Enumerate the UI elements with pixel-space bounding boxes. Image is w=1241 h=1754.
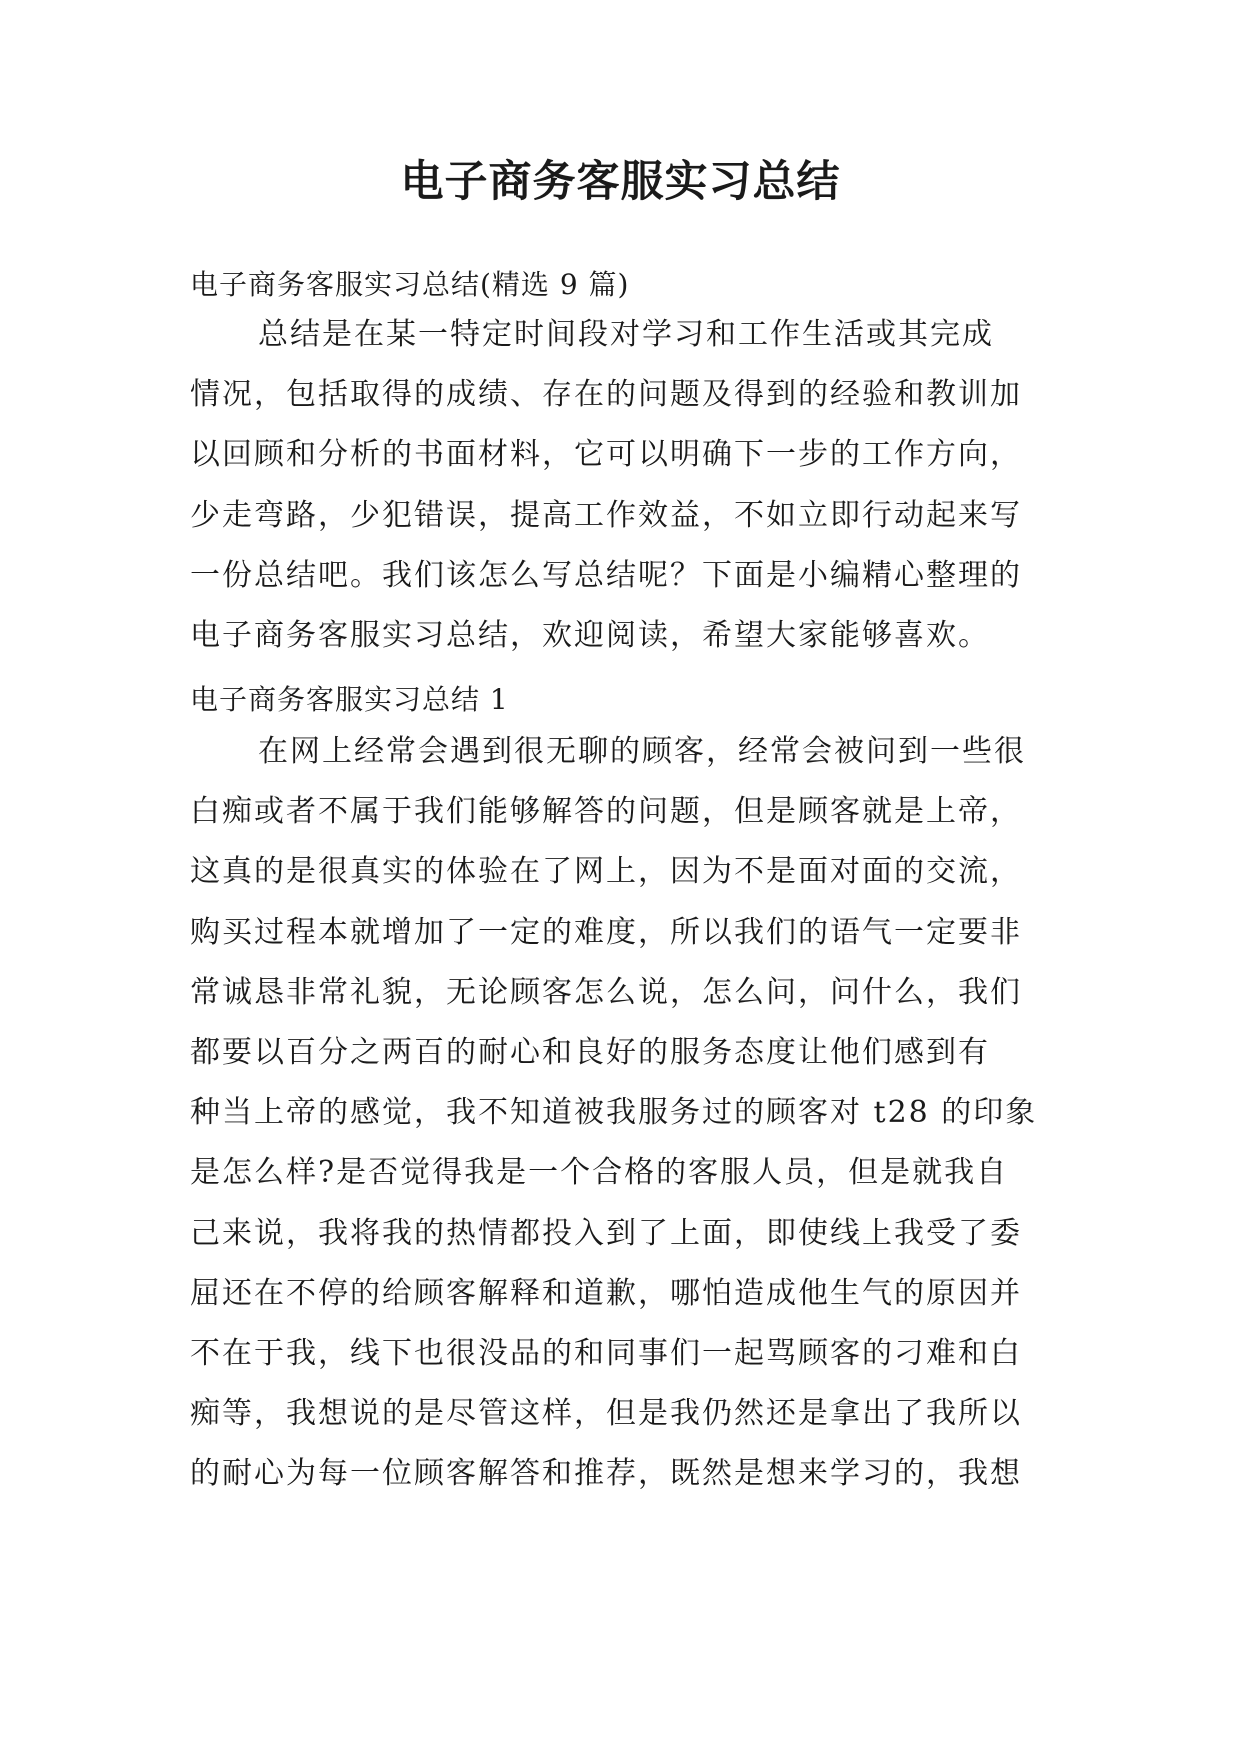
paragraph-line: 购买过程本就增加了一定的难度，所以我们的语气一定要非 bbox=[190, 914, 1022, 950]
paragraph-line: 少走弯路，少犯错误，提高工作效益，不如立即行动起来写 bbox=[190, 497, 1022, 533]
paragraph-line: 以回顾和分析的书面材料，它可以明确下一步的工作方向， bbox=[190, 437, 1022, 473]
intro-paragraph bbox=[190, 305, 1070, 666]
paragraph-line: 痴等，我想说的是尽管这样，但是我仍然还是拿出了我所以 bbox=[190, 1396, 1022, 1432]
paragraph-line: 常诚恳非常礼貌，无论顾客怎么说，怎么问，问什么，我们 bbox=[190, 974, 1022, 1010]
paragraph-line: 不在于我，线下也很没品的和同事们一起骂顾客的刁难和白 bbox=[190, 1335, 1022, 1371]
document-subtitle: 电子商务客服实习总结(精选 9 篇) bbox=[190, 268, 630, 301]
paragraph-line: 己来说，我将我的热情都投入到了上面，即使线上我受了委 bbox=[190, 1215, 1022, 1251]
section1-paragraph bbox=[190, 722, 1070, 1504]
paragraph-line: 种当上帝的感觉，我不知道被我服务过的顾客对 t28 的印象 bbox=[190, 1095, 1038, 1131]
section-heading: 电子商务客服实习总结 1 bbox=[190, 683, 509, 716]
paragraph-line: 在网上经常会遇到很无聊的顾客，经常会被问到一些很 bbox=[258, 734, 1026, 769]
document-title: 电子商务客服实习总结 bbox=[400, 157, 841, 207]
paragraph-line: 是怎么样?是否觉得我是一个合格的客服人员，但是就我自 bbox=[190, 1155, 1009, 1191]
paragraph-line: 白痴或者不属于我们能够解答的问题，但是顾客就是上帝， bbox=[190, 794, 1022, 830]
paragraph-line: 屈还在不停的给顾客解释和道歉，哪怕造成他生气的原因并 bbox=[190, 1275, 1022, 1311]
paragraph-line: 电子商务客服实习总结，欢迎阅读，希望大家能够喜欢。 bbox=[190, 617, 990, 653]
paragraph-line: 一份总结吧。我们该怎么写总结呢？下面是小编精心整理的 bbox=[190, 557, 1022, 593]
paragraph-line: 都要以百分之两百的耐心和良好的服务态度让他们感到有 bbox=[190, 1034, 990, 1070]
paragraph-line: 情况，包括取得的成绩、存在的问题及得到的经验和教训加 bbox=[190, 377, 1022, 413]
paragraph-line: 这真的是很真实的体验在了网上，因为不是面对面的交流， bbox=[190, 854, 1022, 890]
section1-heading-block bbox=[190, 670, 1070, 730]
paragraph-line: 总结是在某一特定时间段对学习和工作生活或其完成 bbox=[258, 317, 994, 352]
paragraph-line: 的耐心为每一位顾客解答和推荐，既然是想来学习的，我想 bbox=[190, 1456, 1022, 1492]
